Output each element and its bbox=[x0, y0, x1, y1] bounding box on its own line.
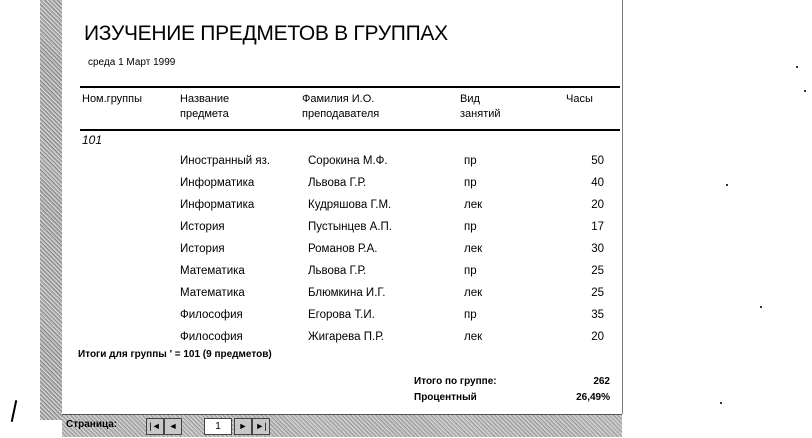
report-page bbox=[62, 0, 623, 414]
cell-hours: 20 bbox=[591, 199, 604, 211]
group-summary: Итоги для группы ' = 101 (9 предметов) bbox=[78, 349, 272, 360]
total-label: Итого по группе: bbox=[414, 376, 497, 387]
next-page-button[interactable]: ► bbox=[234, 418, 252, 435]
cell-subject: История bbox=[180, 243, 225, 255]
cell-subject: Философия bbox=[180, 309, 243, 321]
table-row bbox=[62, 309, 622, 331]
percent-label: Процентный bbox=[414, 392, 477, 403]
table-row bbox=[62, 265, 622, 287]
cell-type: пр bbox=[464, 309, 477, 321]
last-page-button[interactable]: ►| bbox=[252, 418, 270, 435]
record-navigation-bar bbox=[62, 414, 622, 437]
cell-type: пр bbox=[464, 221, 477, 233]
table-row bbox=[62, 177, 622, 199]
cell-hours: 30 bbox=[591, 243, 604, 255]
cell-teacher: Егорова Т.И. bbox=[308, 309, 375, 321]
cell-subject: Иностранный яз. bbox=[180, 155, 271, 167]
table-row bbox=[62, 155, 622, 177]
cell-subject: Философия bbox=[180, 331, 243, 343]
cell-hours: 50 bbox=[591, 155, 604, 167]
cell-type: лек bbox=[464, 243, 483, 255]
text-cursor-mark bbox=[11, 400, 18, 422]
cell-type: лек bbox=[464, 331, 483, 343]
cell-teacher: Романов Р.А. bbox=[308, 243, 378, 255]
window-frame-left bbox=[40, 0, 63, 420]
header-top-line bbox=[80, 86, 620, 88]
cell-type: лек bbox=[464, 199, 483, 211]
header-bottom-line bbox=[80, 129, 620, 131]
cell-teacher: Кудряшова Г.М. bbox=[308, 199, 392, 211]
percent-value: 26,49% bbox=[576, 392, 610, 403]
table-row bbox=[62, 199, 622, 221]
cell-hours: 25 bbox=[591, 287, 604, 299]
cell-subject: Информатика bbox=[180, 199, 255, 211]
col-header-subject: Название предмета bbox=[180, 93, 230, 120]
page-label: Страница: bbox=[66, 419, 118, 430]
cell-subject: История bbox=[180, 221, 225, 233]
cell-hours: 40 bbox=[591, 177, 604, 189]
cell-teacher: Сорокина М.Ф. bbox=[308, 155, 388, 167]
col-header-type: Вид занятий bbox=[460, 93, 501, 120]
prev-page-button[interactable]: ◄ bbox=[164, 418, 182, 435]
cell-teacher: Львова Г.Р. bbox=[308, 177, 367, 189]
cell-type: пр bbox=[464, 265, 477, 277]
cell-teacher: Блюмкина И.Г. bbox=[308, 287, 386, 299]
cell-teacher: Львова Г.Р. bbox=[308, 265, 367, 277]
cell-hours: 17 bbox=[591, 221, 604, 233]
cell-subject: Математика bbox=[180, 287, 245, 299]
table-row bbox=[62, 287, 622, 309]
report-title: ИЗУЧЕНИЕ ПРЕДМЕТОВ В ГРУППАХ bbox=[84, 22, 448, 45]
first-page-button[interactable]: |◄ bbox=[146, 418, 164, 435]
table-row bbox=[62, 221, 622, 243]
cell-type: пр bbox=[464, 177, 477, 189]
cell-subject: Математика bbox=[180, 265, 245, 277]
total-value: 262 bbox=[593, 376, 610, 387]
table-row bbox=[62, 243, 622, 265]
cell-teacher: Жигарева П.Р. bbox=[308, 331, 384, 343]
cell-subject: Информатика bbox=[180, 177, 255, 189]
col-header-group: Ном.группы bbox=[82, 93, 143, 105]
page-number-input[interactable]: 1 bbox=[204, 418, 232, 435]
cell-hours: 35 bbox=[591, 309, 604, 321]
group-number: 101 bbox=[82, 133, 103, 147]
col-header-teacher: Фамилия И.О. преподавателя bbox=[302, 93, 380, 120]
cell-hours: 25 bbox=[591, 265, 604, 277]
cell-hours: 20 bbox=[591, 331, 604, 343]
cell-type: лек bbox=[464, 287, 483, 299]
cell-type: пр bbox=[464, 155, 477, 167]
col-header-hours: Часы bbox=[566, 93, 593, 105]
cell-teacher: Пустынцев А.П. bbox=[308, 221, 393, 233]
report-date: среда 1 Март 1999 bbox=[88, 57, 176, 68]
